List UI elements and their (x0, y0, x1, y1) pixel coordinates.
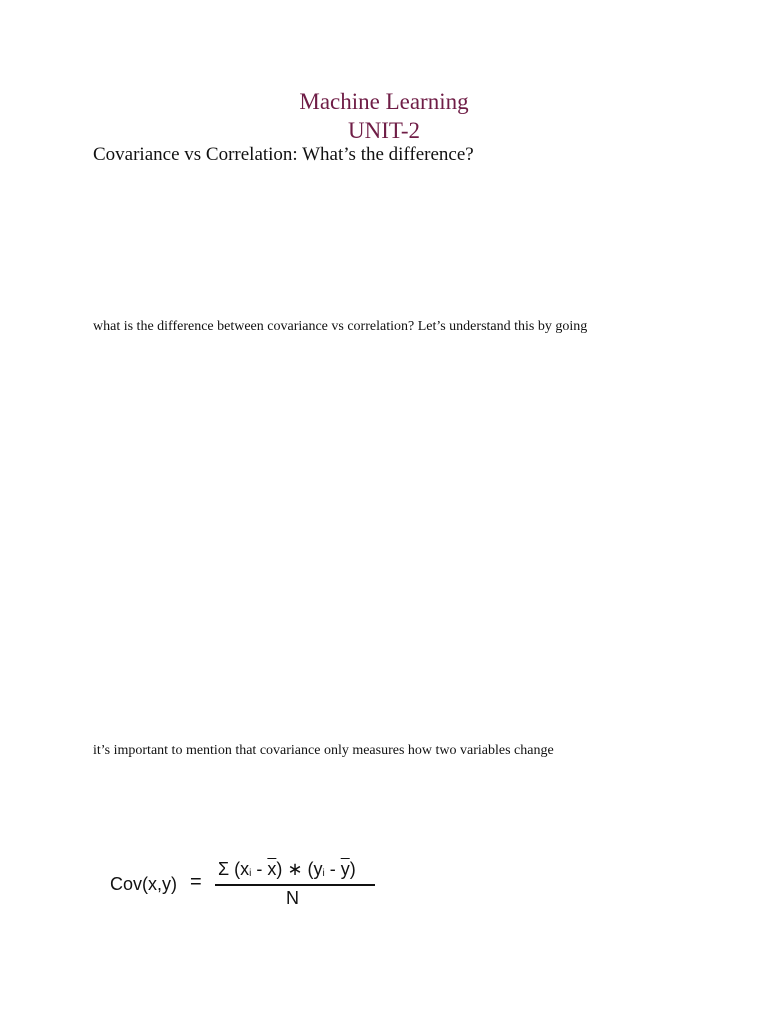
formula-numerator: Σ $(x_i - \overline{x})$ ∗ $(y_i - \overline{y})$ (218, 859, 356, 879)
y-mean: $\overline{y}$ (340, 859, 350, 879)
formula-lhs: Cov(x,y) (110, 874, 177, 894)
document-title: Machine Learning (299, 89, 469, 114)
fraction-bar (215, 884, 375, 886)
sum-symbol: Σ (218, 859, 230, 879)
paragraph-covariance-note: it’s important to mention that covariance only measures how two variables change (93, 743, 554, 758)
x-mean: $\overline{x}$ (267, 859, 277, 879)
y-variable: y (313, 859, 323, 879)
formula-denominator: N (286, 888, 299, 908)
x-variable: x (240, 859, 250, 879)
unit-title: UNIT-2 (348, 118, 420, 143)
paragraph-intro: what is the difference between covariance vs correlation? Let’s understand this by going (93, 319, 588, 334)
covariance-formula (110, 856, 380, 912)
y-index: i (322, 868, 325, 879)
x-index: i (249, 868, 252, 879)
formula-equals: = (190, 871, 202, 893)
multiply-symbol: ∗ (287, 859, 303, 879)
section-heading: Covariance vs Correlation: What’s the difference? (93, 144, 474, 165)
